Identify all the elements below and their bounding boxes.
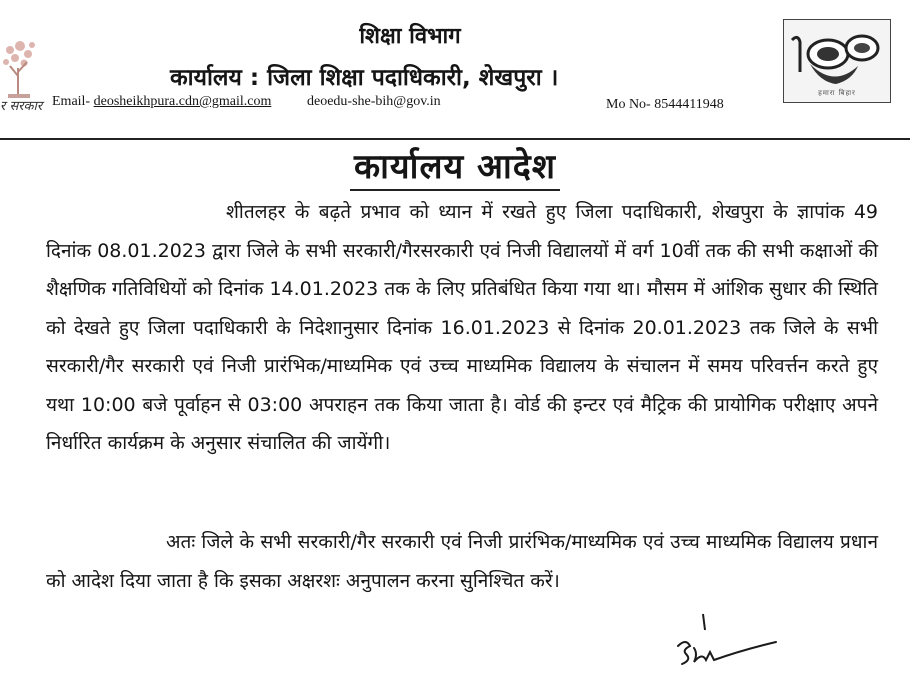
order-paragraph-1: शीतलहर के बढ़ते प्रभाव को ध्यान में रखते हुए जिला पदाधिकारी, शेखपुरा के ज्ञापांक 49 दिनांक 08.01.2023 द्वारा जिले के सभी सरकारी/गैरसरकारी एवं निजी विद्यालयों में वर्ग 10वीं तक की सभी कक्षाओं की शैक्षणिक गतिविधियों को दिनांक 14.01.2023 तक के लिए प्रतिबंधित किया गया था। मौसम में आंशिक सुधार की स्थिति को देखते हुए जिला पदाधिकारी के निदेशानुसार दिनांक 16.01.2023 से दिनांक 20.01.2023 तक जिले के सभी सरकारी/गैर सरकारी एवं निजी प्रारंभिक/माध्यमिक एवं उच्च माध्यमिक विद्यालय के संचालन में समय परिवर्त्तन करते हुए यथा 10:00 बजे पूर्वाहन से 03:00 अपराहन तक किया जाता है। वोर्ड की इन्टर एवं मैट्रिक की प्रायोगिक परीक्षाए अपने निर्धारित कार्यक्रम के अनुसार संचालित की जायेंगी।	[46, 201, 878, 454]
header-divider	[0, 138, 910, 140]
order-paragraph-2: अतः जिले के सभी सरकारी/गैर सरकारी एवं निजी प्रारंभिक/माध्यमिक एवं उच्च माध्यमिक विद्यालय प्रधान को आदेश दिया जाता है कि इसका अक्षरशः अनुपालन करना सुनिश्चित करें।	[46, 531, 878, 592]
email-label: Email-	[52, 94, 91, 109]
email-line	[52, 94, 271, 110]
logo-caption: हमारा बिहार	[818, 89, 856, 97]
office-order-title	[0, 142, 910, 188]
mobile-number: Mo No- 8544411948	[606, 97, 724, 112]
government-label: र सरकार	[0, 99, 43, 114]
centenary-logo	[783, 19, 891, 103]
office-order-title-text: कार्यालय आदेश	[350, 147, 560, 191]
handwritten-signature	[672, 612, 782, 674]
department-title: शिक्षा विभाग	[359, 24, 461, 49]
office-heading: कार्यालय : जिला शिक्षा पदाधिकारी, शेखपुरा ।	[170, 65, 559, 91]
email-secondary[interactable]: deoedu-she-bih@gov.in	[307, 94, 441, 109]
email-primary-link[interactable]: deosheikhpura.cdn@gmail.com	[93, 94, 272, 109]
